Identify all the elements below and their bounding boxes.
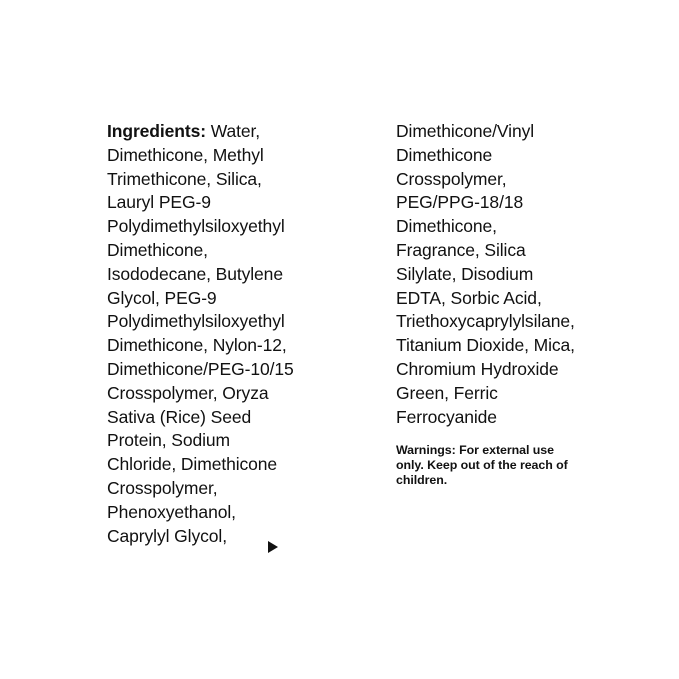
warnings-paragraph bbox=[396, 443, 582, 489]
warnings-body: For external use only. Keep out of the reach of children. bbox=[396, 443, 568, 488]
ingredients-heading: Ingredients: bbox=[107, 121, 206, 141]
warnings-heading: Warnings: bbox=[396, 443, 456, 457]
ingredients-body-right: Dimethicone/Vinyl Dimethicone Crosspolymer, PEG/PPG-18/18 Dimethicone, Fragrance, Silica Silylate, Disodium EDTA, Sorbic Acid, Triethoxycaprylylsilane, Titanium Dioxide, Mica, Chromium Hydroxide Green, Ferric Ferrocyanide bbox=[396, 121, 575, 427]
warnings-block bbox=[396, 443, 582, 489]
ingredients-column-right bbox=[396, 120, 582, 429]
ingredients-body-left: Water, Dimethicone, Methyl Trimethicone, Silica, Lauryl PEG-9 Polydimethylsiloxyethyl Dimethicone, Isododecane, Butylene Glycol, PEG-9 Polydimethylsiloxyethyl Dimethicone, Nylon-12, Dimethicone/PEG-10/15 Crosspolymer, Oryza Sativa (Rice) Seed Protein, Sodium Chloride, Dimethicone Crosspolymer, Phenoxyethanol, Caprylyl Glycol, bbox=[107, 121, 294, 546]
ingredients-column-left bbox=[107, 120, 297, 548]
ingredients-paragraph-left bbox=[107, 120, 297, 548]
play-triangle-icon bbox=[268, 541, 278, 553]
